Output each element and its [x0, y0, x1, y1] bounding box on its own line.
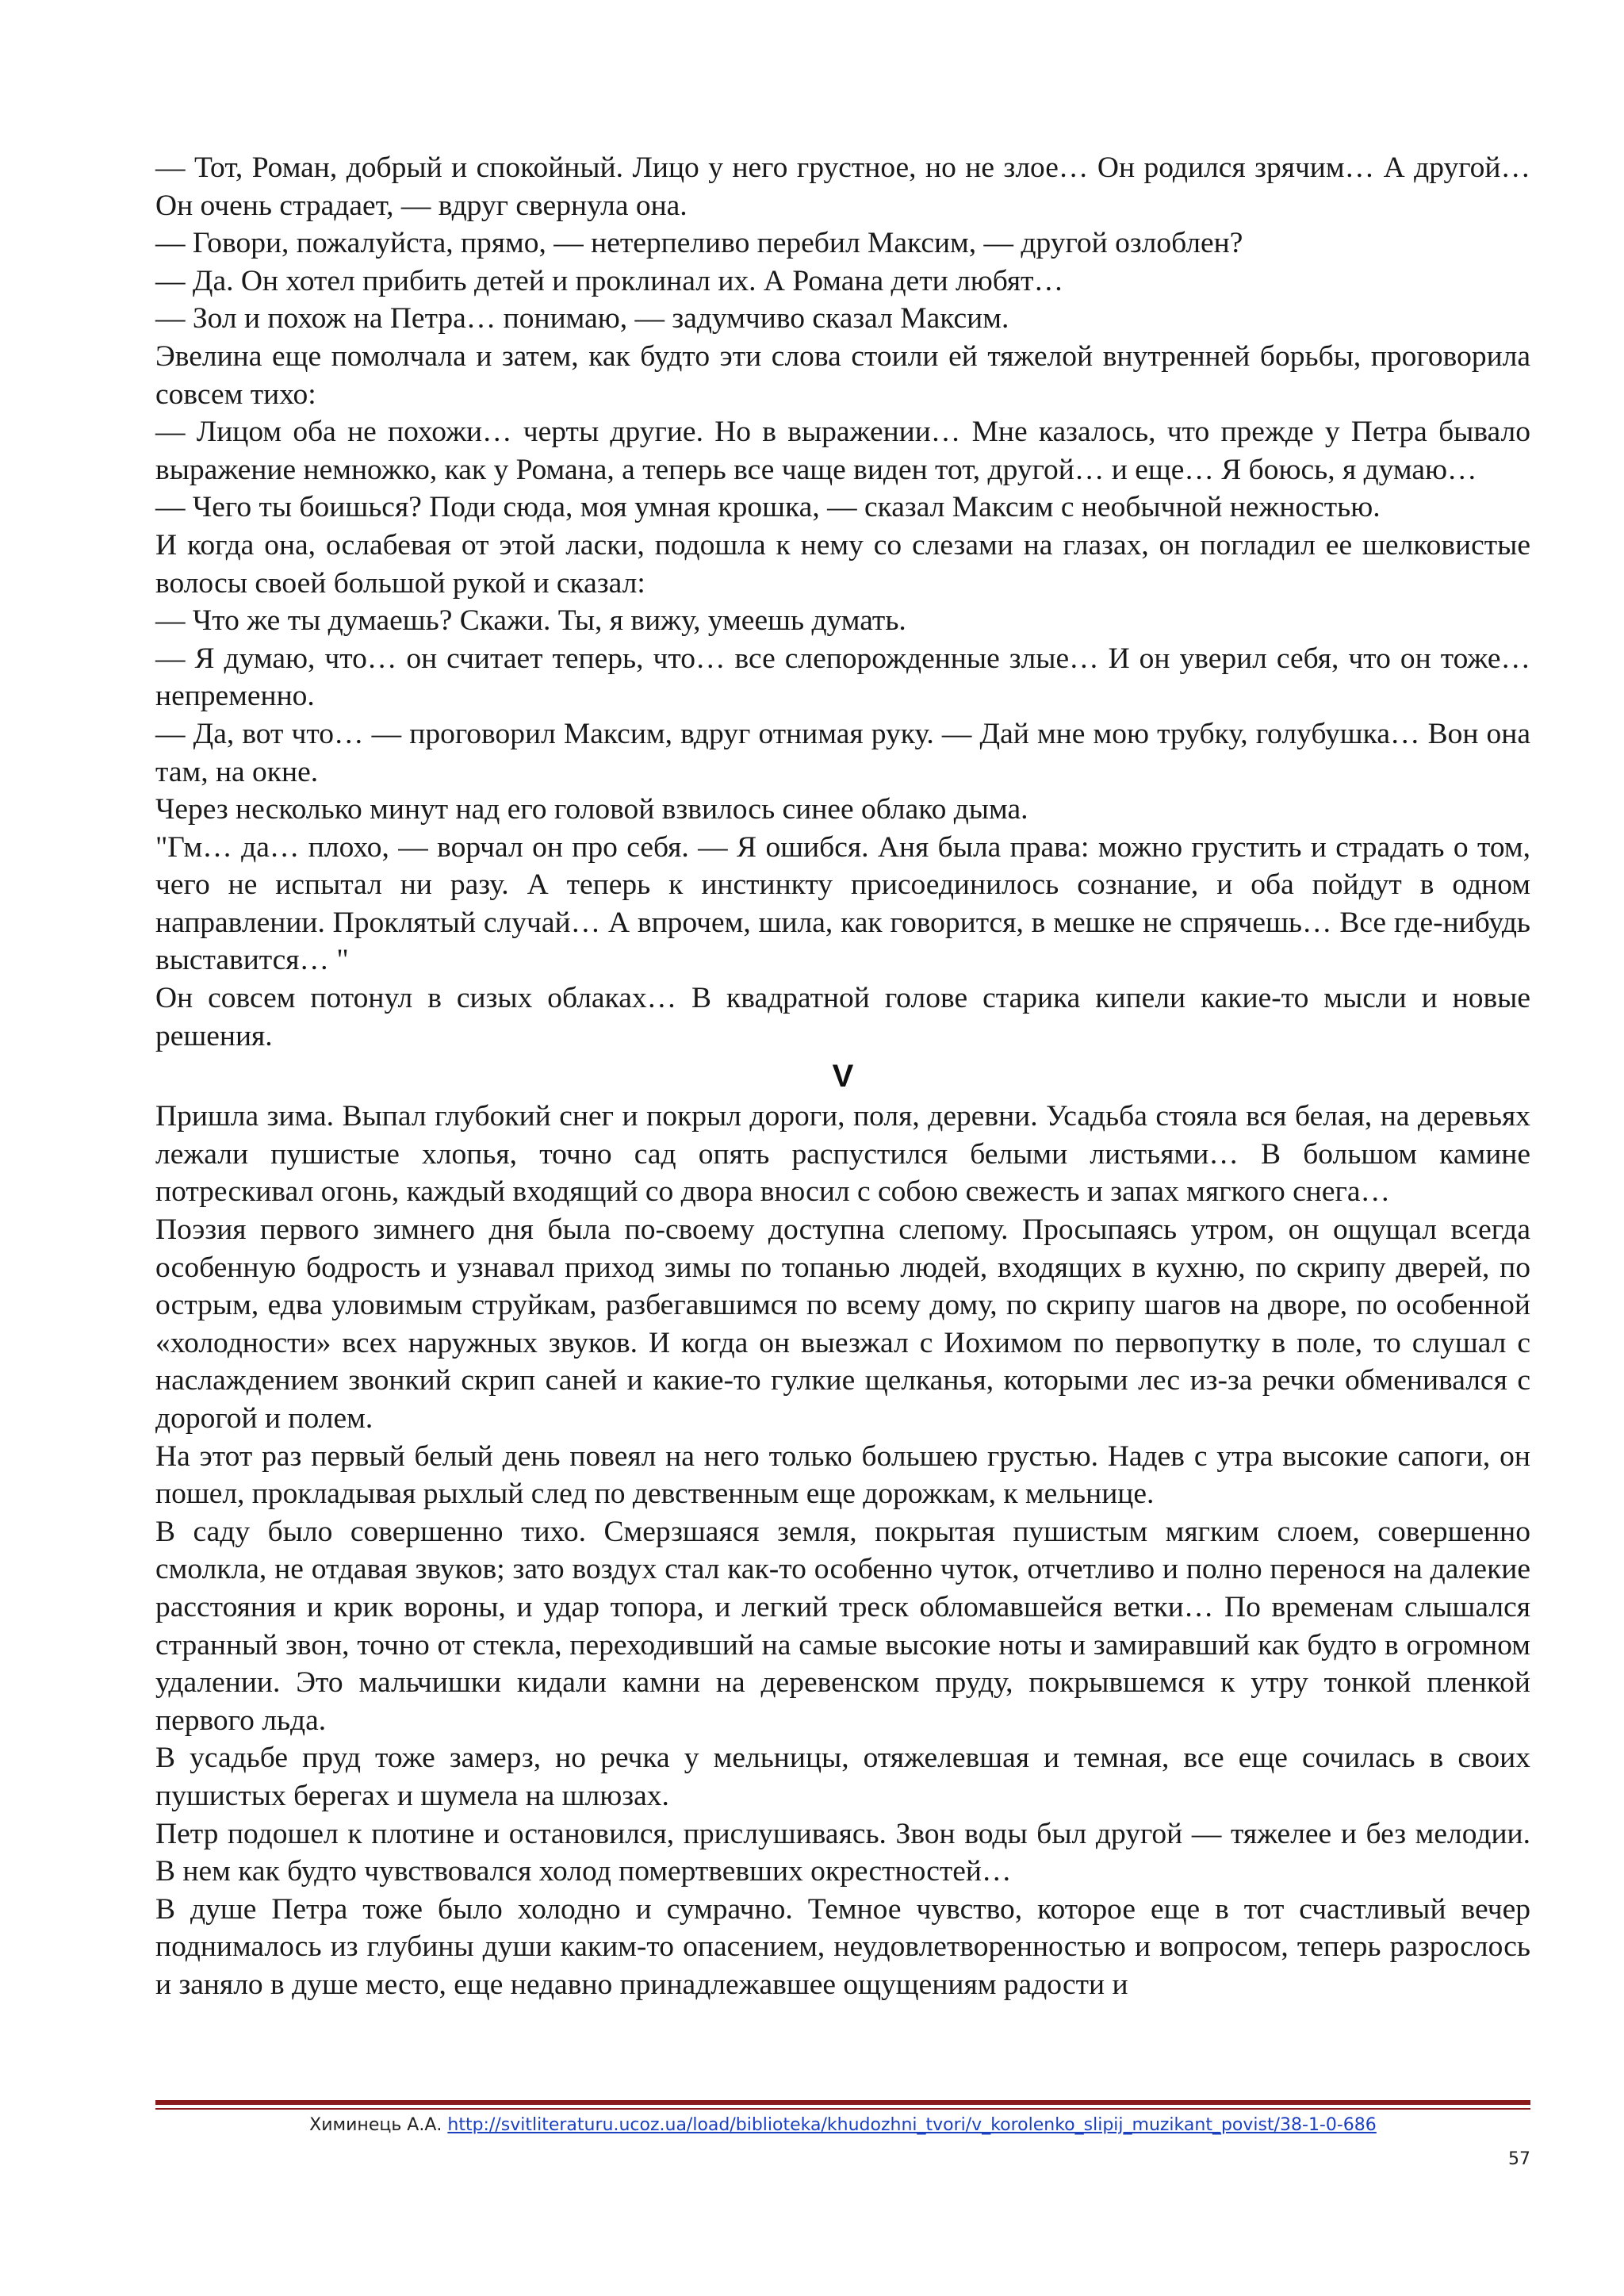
chapter-heading: V	[832, 1059, 854, 1094]
paragraph-1: — Тот, Роман, добрый и спокойный. Лицо у него грустное, но не злое… Он родился зрячим… А другой… Он очень страдает, — вдруг свернула она.	[155, 151, 1530, 222]
footer	[155, 2113, 1530, 2138]
paragraph-19: В усадьбе пруд тоже замерз, но речка у мельницы, отяжелевшая и темная, все еще сочилась в своих пушистых берегах и шумела на шлюзах.	[155, 1742, 1530, 1812]
paragraph-16: Поэзия первого зимнего дня была по-своему доступна слепому. Просыпаясь утром, он ощущал всегда особенную бодрость и узнавал приход зимы по топанью людей, входящих в кухню, по скрипу дверей, по острым, едва уловимым струйкам, разбегавшимся по всему дому, по скрипу шагов на дворе, по особенной «холодности» всех наружных звуков. И когда он выезжал с Иохимом по первопутку в поле, то слушал с наслаждением звонкий скрип саней и какие-то гулкие щелканья, которыми лес из-за речки обменивался с дорогой и полем.	[155, 1213, 1530, 1435]
paragraph-9: — Что же ты думаешь? Скажи. Ты, я вижу, умеешь думать.	[155, 604, 906, 638]
footer-author: Химинець А.А.	[309, 2115, 448, 2135]
page-number: 57	[1508, 2149, 1530, 2169]
paragraph-13: "Гм… да… плохо, — ворчал он про себя. — Я ошибся. Аня была права: можно грустить и страдать о том, чего не испытал ни разу. А теперь к инстинкту присоединилось сознание, и оба пойдут в одном направлении. Проклятый случай… А впрочем, шила, как говорится, в мешке не спрячешь… Все где-нибудь выставится… "	[155, 830, 1530, 977]
paragraph-10: — Я думаю, что… он считает теперь, что… все слепорожденные злые… И он уверил себя, что он тоже… непременно.	[155, 642, 1530, 713]
paragraph-6: — Лицом оба не похожи… черты другие. Но в выражении… Мне казалось, что прежде у Петра бывало выражение немножко, как у Романа, а теперь все чаще виден тот, другой… и еще… Я боюсь, я думаю…	[155, 416, 1530, 486]
paragraph-11: — Да, вот что… — проговорил Максим, вдруг отнимая руку. — Дай мне мою трубку, голубушка… Вон она там, на окне.	[155, 717, 1530, 788]
paragraph-17: На этот раз первый белый день повеял на него только большею грустью. Надев с утра высокие сапоги, он пошел, прокладывая рыхлый след по девственным еще дорожкам, к мельнице.	[155, 1439, 1530, 1511]
paragraph-7: — Чего ты боишься? Поди сюда, моя умная крошка, — сказал Максим с необычной нежностью.	[155, 491, 1381, 524]
paragraph-18: В саду было совершенно тихо. Смерзшаяся земля, покрытая пушистым мягким слоем, совершенно смолкла, не отдавая звуков; зато воздух стал как-то особенно чуток, отчетливо и полно перенося на далекие расстояния и крик вороны, и удар топора, и легкий треск обломавшейся ветки… По временам слышался странный звон, точно от стекла, переходивший на самые высокие ноты и замиравший как будто в огромном удалении. Это мальчишки кидали камни на деревенском пруду, покрывшемся к утру тонкой пленкой первого льда.	[155, 1515, 1530, 1737]
paragraph-14: Он совсем потонул в сизых облаках… В квадратной голове старика кипели какие-то мысли и новые решения.	[155, 982, 1530, 1052]
text-body	[155, 149, 1530, 2004]
paragraph-2: — Говори, пожалуйста, прямо, — нетерпеливо перебил Максим, — другой озлоблен?	[155, 227, 1243, 260]
paragraph-12: Через несколько минут над его головой взвилось синее облако дыма.	[155, 793, 1028, 826]
paragraph-8: И когда она, ослабевая от этой ласки, подошла к нему со слезами на глазах, он погладил ее шелковистые волосы своей большой рукой и сказал:	[155, 528, 1530, 600]
source-link[interactable]: http://svitliteraturu.ucoz.ua/load/biblioteka/khudozhni_tvori/v_korolenko_slipij_muzikant_povist/38-1-0-686	[447, 2115, 1377, 2135]
paragraph-3: — Да. Он хотел прибить детей и проклинал их. А Романа дети любят…	[155, 264, 1064, 297]
paragraph-20: Петр подошел к плотине и остановился, прислушиваясь. Звон воды был другой — тяжелее и без мелодии. В нем как будто чувствовался холод помертвевших окрестностей…	[155, 1817, 1530, 1888]
paragraph-15: Пришла зима. Выпал глубокий снег и покрыл дороги, поля, деревни. Усадьба стояла вся белая, на деревьях лежали пушистые хлопья, точно сад опять распустился белыми листьями… В большом камине потрескивал огонь, каждый входящий со двора вносил с собою свежесть и запах мягкого снега…	[155, 1100, 1530, 1209]
footer-rule-thick	[155, 2100, 1530, 2105]
footer-rule-thin	[155, 2108, 1530, 2110]
paragraph-4: — Зол и похож на Петра… понимаю, — задумчиво сказал Максим.	[155, 302, 1009, 335]
paragraph-21: В душе Петра тоже было холодно и сумрачно. Темное чувство, которое еще в тот счастливый вечер поднималось из глубины души каким-то опасением, неудовлетворенностью и вопросом, теперь разрослось и заняло в душе место, еще недавно принадлежавшее ощущениям радости и	[155, 1892, 1530, 2001]
paragraph-5: Эвелина еще помолчала и затем, как будто эти слова стоили ей тяжелой внутренней борьбы, проговорила совсем тихо:	[155, 339, 1530, 411]
